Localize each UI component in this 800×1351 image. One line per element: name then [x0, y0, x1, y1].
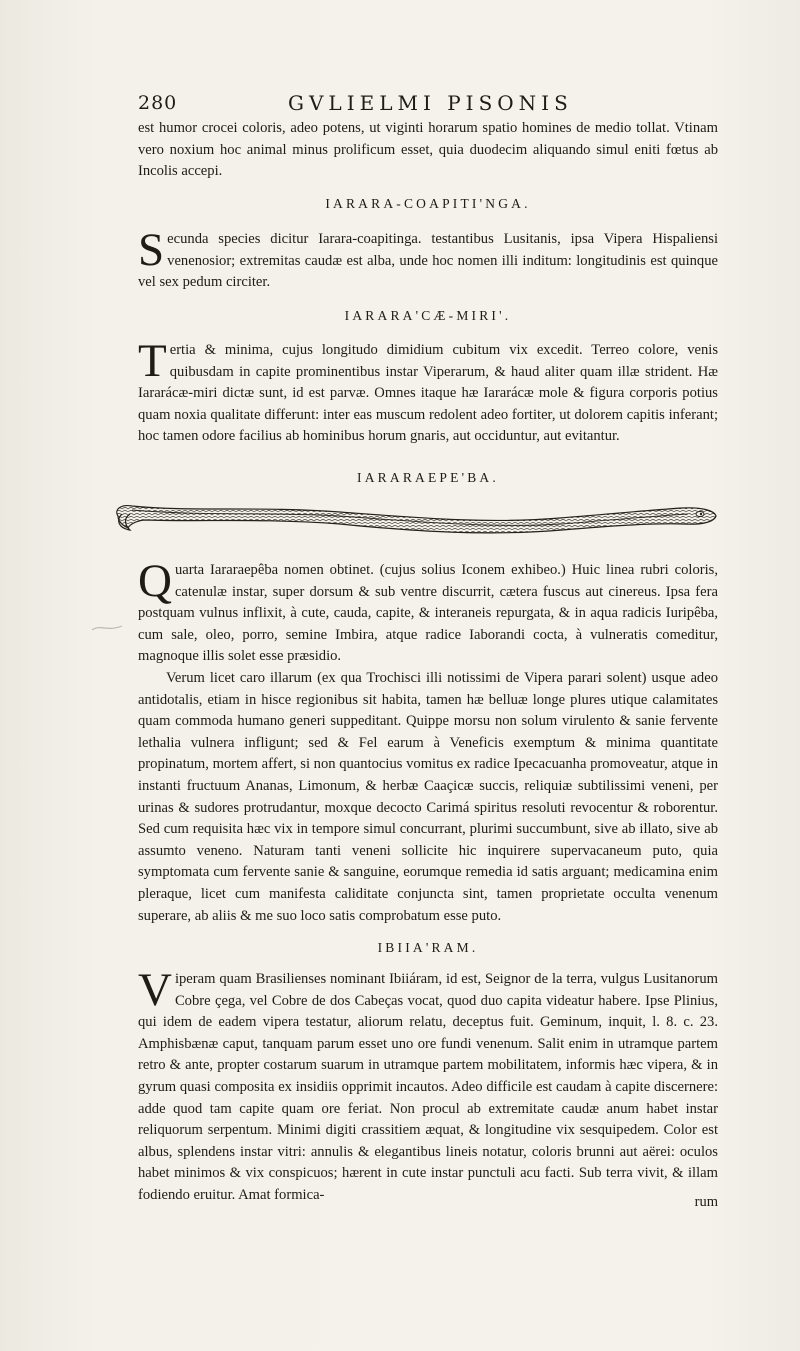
section-body-iararacae-miri [138, 335, 718, 448]
catchword: rum [694, 1194, 718, 1210]
marginal-smudge-icon [88, 620, 128, 636]
section-body-iarara-coapitinga [138, 224, 718, 294]
opening-paragraph [138, 118, 718, 183]
paragraph-text: est humor crocei coloris, adeo potens, ut viginti horarum spatio homines de medio tollat. Vtinam vero noxium hoc animal minus prolificum esset, quia duodecim aliquando simul eniti fœtus ab Incolis accepi. [138, 120, 718, 180]
section-heading-iararaepeba: IARARAEPE'BA. [357, 470, 499, 485]
paragraph-text: Quarta Iararaepêba nomen obtinet. (cujus solius Iconem exhibeo.) Huic linea rubri coloris, catenulæ instar, super dorsum & sub ventre discurrit, cætera fuscus aut cinereus. Ipsa fera postquam vulnus inflixit, à cute, cauda, capite, & interaneis repurgata, & in aqua radicis Iuripêba, cum sale, oleo, porro, semine Imbira, atque radice Iaborandi cocta, à vulneratis comeditur, magnoque illis solet esse præsidio. [138, 555, 718, 665]
running-title: GVLIELMI PISONIS [288, 91, 573, 115]
section-body-ibiiaram [138, 964, 718, 1207]
paragraph-text: Viperam quam Brasilienses nominant Ibiiáram, id est, Seignor de la terra, vulgus Lusitanorum Cobre çega, vel Cobre de dos Cabeças vocat, quod duo capita videatur habere. Ipse Plinius, qui idem de eadem vipera testatur, aliorum relatu, deceptus fuit. Geminum, inquit, l. 8. c. 23. Amphisbænæ caput, tanquam parum esset uno ore fundi venenum. Salit enim in utramque partem retro & ante, propter costarum suarum in utramque partem mobilitatem, informis hæc vipera, & in gyrum quasi composita ex insidiis opprimit incautos. Adeo difficile est caudam à capite discernere: adde quod tam capite quam ore feriat. Non procul ab extremitate caudæ anum habet instar reliquorum serpentum. Minimi digiti crassitiem æquat, & longitudine vix sesquipedem. Color est albus, splendens instar vitri: annulis & elegantibus lineis notatur, coloris brunni aut aërei: oculos habet minimos & vix conspicuos; hærent in cute instar punctuli acu facti. Sub terra vivit, & illam fodiendo eruitur. Amat formica- [138, 964, 718, 1203]
page-number: 280 [138, 92, 178, 114]
section-heading-ibiiaram: IBIIA'RAM. [377, 940, 479, 955]
paragraph-text: Tertia & minima, cujus longitudo dimidium cubitum vix excedit. Terreo colore, venis quibusdam in capite prominentibus instar Viperarum, & haud aliter quam illæ strident. Hæ Iararácæ-miri dictæ sunt, id est parvæ. Omnes itaque hæ Iararácæ mole & figura corporis potius quam noxia qualitate differunt: inter eas muscum redolent adeo fortiter, ut dolorem capitis inferant; hoc tamen odore facilius ab hominibus horum gnaris, aut occiduntur, aut evitantur. [138, 335, 718, 445]
section-heading-iararacae-miri: IARARA'CÆ-MIRI'. [344, 308, 512, 323]
section-heading-iarara-coapitinga: IARARA-COAPITI'NGA. [325, 196, 531, 211]
serpent-engraving-icon [110, 494, 722, 538]
paragraph-text: Verum licet caro illarum (ex qua Trochisci illi notissimi de Vipera parari solent) usque adeo antidotalis, etiam in hisce regionibus sit habita, tamen hæ belluæ longe plures utique calamitates quam commoda humano generi suppeditant. Quippe morsu non solum virulento & sanie fervente lethalia vulnera infligunt; sed & Fel earum à Veneficis exemptum & minima quantitate propinatum, mortem affert, si non quantocius vomitus ex radice Ipecacuanha promoveatur, atque in instanti fructuum Ananas, Limonum, & herbæ Caaçicæ succis, reliquiæ subtilissimi veneni, per urinas & sudores protrudantur, moxque decocto Carimá spiritus resoluti revocentur & roborentur. Sed cum requisita hæc vix in tempore simul concurrant, plurimi succumbunt, sive ab illato, sive ab assumto veneno. Naturam tanti veneni sollicite hic inquirere supervacaneum puto, quia symptomata cum fervente sanie & sanguine, eorumque remedia id satis arguant; medicamina enim pleraque, licet cum manifesta caliditate conjuncta sint, tamen proprietate occulta venenum superare, ab aliis & me suo loco satis comprobatum esse puto. [138, 669, 718, 924]
running-head [138, 92, 718, 118]
paragraph-text: Secunda species dicitur Iarara-coapitinga. testantibus Lusitanis, ipsa Vipera Hispaliensi venenosior; extremitas caudæ est alba, unde hoc nomen illi inditum: longitudinis est quinque vel sex pedum circiter. [138, 224, 718, 291]
section-body-iararaepeba [138, 555, 718, 927]
